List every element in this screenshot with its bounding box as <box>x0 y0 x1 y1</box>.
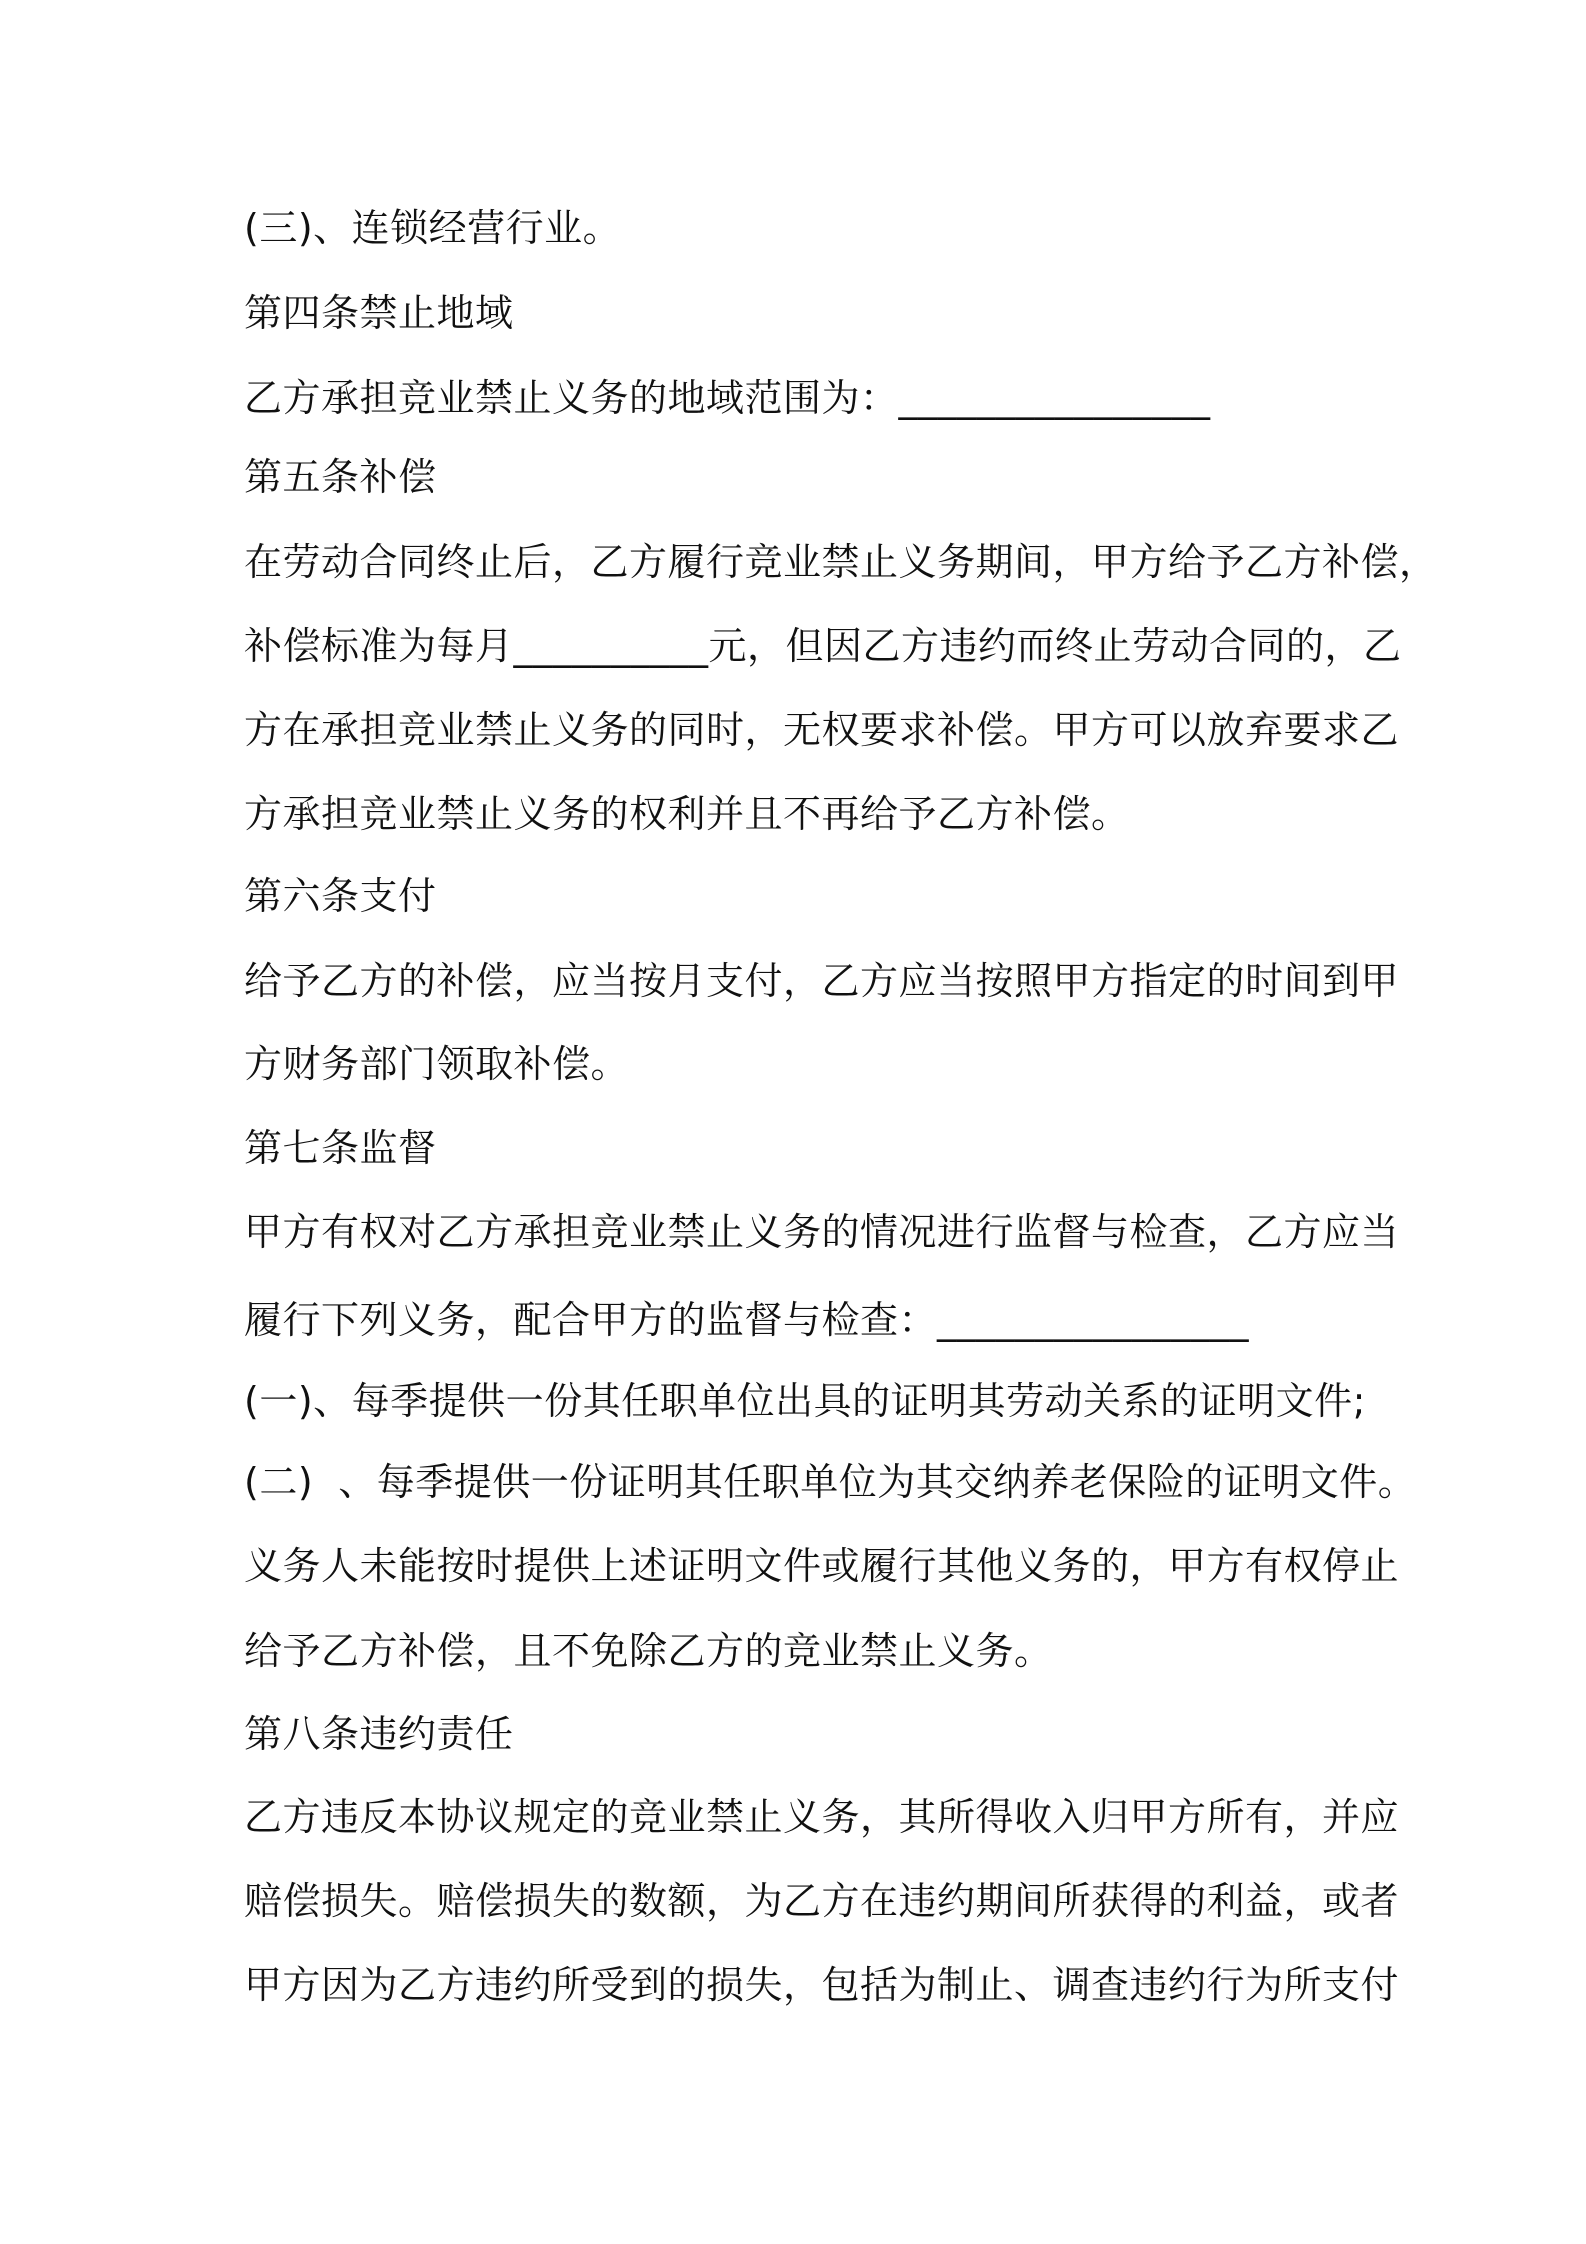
list-item: (一)、每季提供一份其任职单位出具的证明其劳动关系的证明文件; <box>244 1379 1366 1423</box>
paragraph-line: 在劳动合同终止后，乙方履行竞业禁止义务期间，甲方给予乙方补偿， <box>244 540 1438 584</box>
paragraph-line: 方承担竞业禁止义务的权利并且不再给予乙方补偿。 <box>244 792 1130 836</box>
section-heading: 第四条禁止地域 <box>244 291 514 335</box>
paragraph-line: 方财务部门领取补偿。 <box>244 1042 630 1086</box>
section-heading: 第八条违约责任 <box>244 1712 514 1756</box>
section-heading: 第七条监督 <box>244 1126 437 1170</box>
paragraph-line: 赔偿损失。赔偿损失的数额，为乙方在违约期间所获得的利益，或者 <box>244 1879 1400 1923</box>
paragraph-line: (三)、连锁经营行业。 <box>244 206 622 250</box>
paragraph-line: 甲方因为乙方违约所受到的损失，包括为制止、调查违约行为所支付 <box>244 1963 1400 2007</box>
paragraph-line: 给予乙方的补偿，应当按月支付，乙方应当按照甲方指定的时间到甲 <box>244 959 1400 1003</box>
section-heading: 第五条补偿 <box>244 455 437 499</box>
section-heading: 第六条支付 <box>244 874 437 918</box>
paragraph-line: 给予乙方补偿，且不免除乙方的竞业禁止义务。 <box>244 1629 1053 1673</box>
paragraph-line: 方在承担竞业禁止义务的同时，无权要求补偿。甲方可以放弃要求乙 <box>244 708 1400 752</box>
paragraph-line: 乙方承担竞业禁止义务的地域范围为：________________ <box>244 376 1211 420</box>
list-item: (二) 、每季提供一份证明其任职单位为其交纳养老保险的证明文件。 <box>244 1460 1417 1504</box>
paragraph-line: 履行下列义务，配合甲方的监督与检查：________________ <box>244 1298 1250 1342</box>
paragraph-line: 义务人未能按时提供上述证明文件或履行其他义务的，甲方有权停止 <box>244 1544 1400 1588</box>
paragraph-line: 补偿标准为每月__________元，但因乙方违约而终止劳动合同的，乙 <box>244 624 1402 668</box>
paragraph-line: 乙方违反本协议规定的竞业禁止义务，其所得收入归甲方所有，并应 <box>244 1795 1400 1839</box>
paragraph-line: 甲方有权对乙方承担竞业禁止义务的情况进行监督与检查，乙方应当 <box>244 1210 1400 1254</box>
